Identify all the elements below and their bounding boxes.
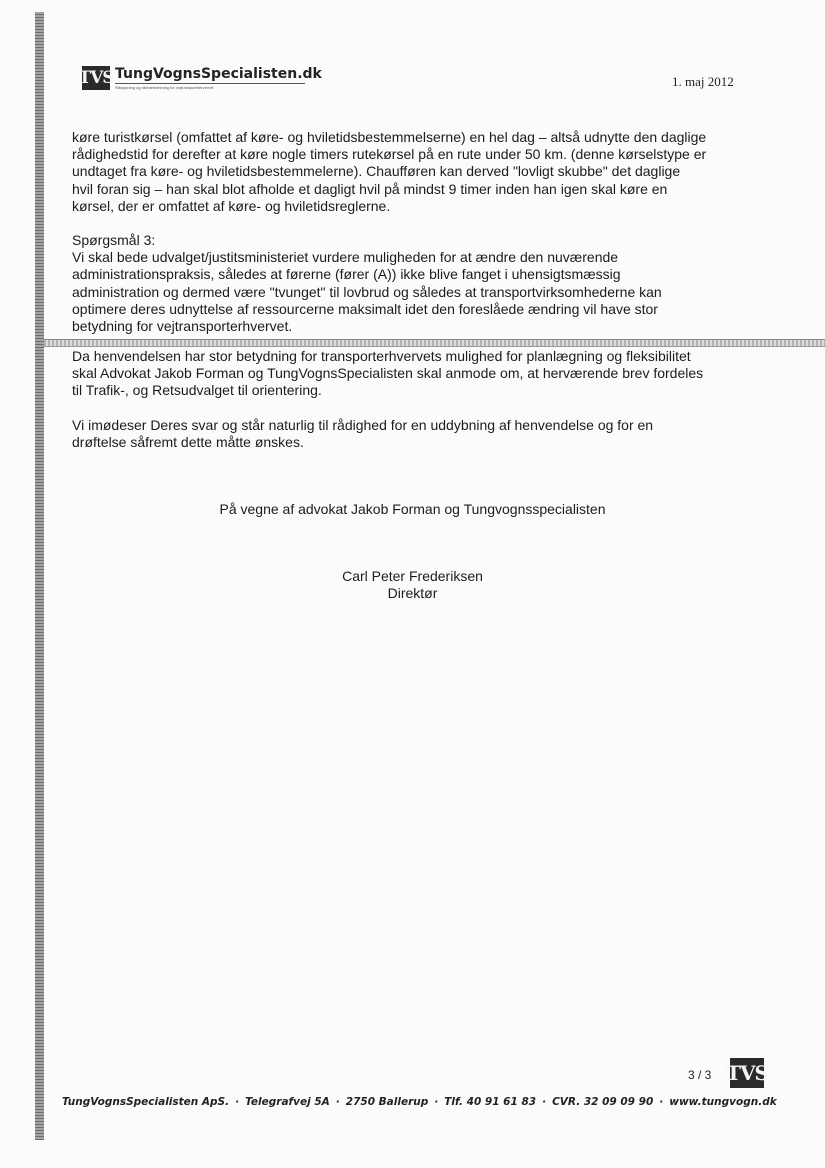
page-number: 3 / 3 xyxy=(688,1068,712,1082)
text-line: betydning for vejtransporterhvervet. xyxy=(72,318,293,335)
text-line: Vi skal bede udvalget/justitsministeriet vurdere muligheden for at ændre den nuværende xyxy=(72,249,619,266)
company-logo xyxy=(78,66,322,90)
text-line: hvil foran sig – han skal blot afholde et dagligt hvil på mindst 9 timer inden han igen skal køre en xyxy=(72,180,668,197)
text-line: køre turistkørsel (omfattet af køre- og hviletidsbestemmelserne) en hel dag – altså udnytte den daglige xyxy=(72,129,707,145)
scan-fold-line xyxy=(44,339,825,347)
logo-name: TungVognsSpecialisten.dk xyxy=(115,66,322,82)
footer-website: www.tungvogn.dk xyxy=(669,1096,777,1108)
letter-date: 1. maj 2012 xyxy=(672,74,734,89)
text-line: administrationspraksis, således at førerne (fører (A)) ikke blive fanget i uhensigtsmæssig xyxy=(72,266,621,283)
text-line: kørsel, der er omfattet af køre- og hviletidsreglerne. xyxy=(72,197,391,214)
question-3-heading: Spørgsmål 3: xyxy=(72,232,156,248)
footer-phone: Tlf. 40 91 61 83 xyxy=(444,1096,537,1108)
question-3-section xyxy=(72,232,762,335)
text-line: til Trafik-, og Retsudvalget til orientering. xyxy=(72,382,322,399)
logo-tagline: Rådgivning og rådmedvirkning for vejtransporthervervet xyxy=(115,83,305,90)
on-behalf-line: På vegne af advokat Jakob Forman og Tungvognsspecialisten xyxy=(219,501,606,517)
paragraph-continuation xyxy=(72,129,762,215)
text-line: optimere deres udnyttelse af ressourcerne maksimalt idet den foreslåede ændring vil have stor xyxy=(72,300,658,317)
text-line: Vi imødeser Deres svar og står naturlig til rådighed for en uddybning af henvendelse og for en xyxy=(72,417,654,433)
closing-paragraph xyxy=(72,417,762,451)
text-line: administration og dermed være "tvunget" til lovbrud og således at transportvirksomhederne kan xyxy=(72,283,662,300)
footer-company: TungVognsSpecialisten ApS. xyxy=(62,1096,230,1108)
signatory-title: Direktør xyxy=(387,585,438,601)
text-line: rådighedstid for derefter at køre nogle timers rutekørsel på en rute under 50 km. (denne kørselstype er xyxy=(72,146,707,163)
footer-cvr: CVR. 32 09 09 90 xyxy=(552,1096,654,1108)
text-line: undtaget fra køre- og hviletidsbestemmelerne). Chaufføren kan derved "lovligt skubbe" det daglige xyxy=(72,163,681,180)
text-line: skal Advokat Jakob Forman og TungVognsSpecialisten skal anmode om, at herværende brev fordeles xyxy=(72,365,704,382)
text-line: Da henvendelsen har stor betydning for transporterhvervets mulighed for planlægning og fleksibilitet xyxy=(72,348,691,364)
footer-city: 2750 Ballerup xyxy=(345,1096,429,1108)
text-line: drøftelse såfremt dette måtte ønskes. xyxy=(72,434,304,451)
request-paragraph xyxy=(72,348,762,400)
tvs-logo-icon: TVS xyxy=(78,68,114,88)
tvs-footer-logo-icon: TVS xyxy=(730,1058,764,1088)
letter-footer: TungVognsSpecialisten ApS. · Telegrafvej 5A · 2750 Ballerup · Tlf. 40 91 61 83 · CVR. 32 09 09 90 · www.tungvogn.dk xyxy=(62,1096,777,1108)
signatory-name: Carl Peter Frederiksen xyxy=(342,568,483,584)
footer-address: Telegrafvej 5A xyxy=(245,1096,330,1108)
